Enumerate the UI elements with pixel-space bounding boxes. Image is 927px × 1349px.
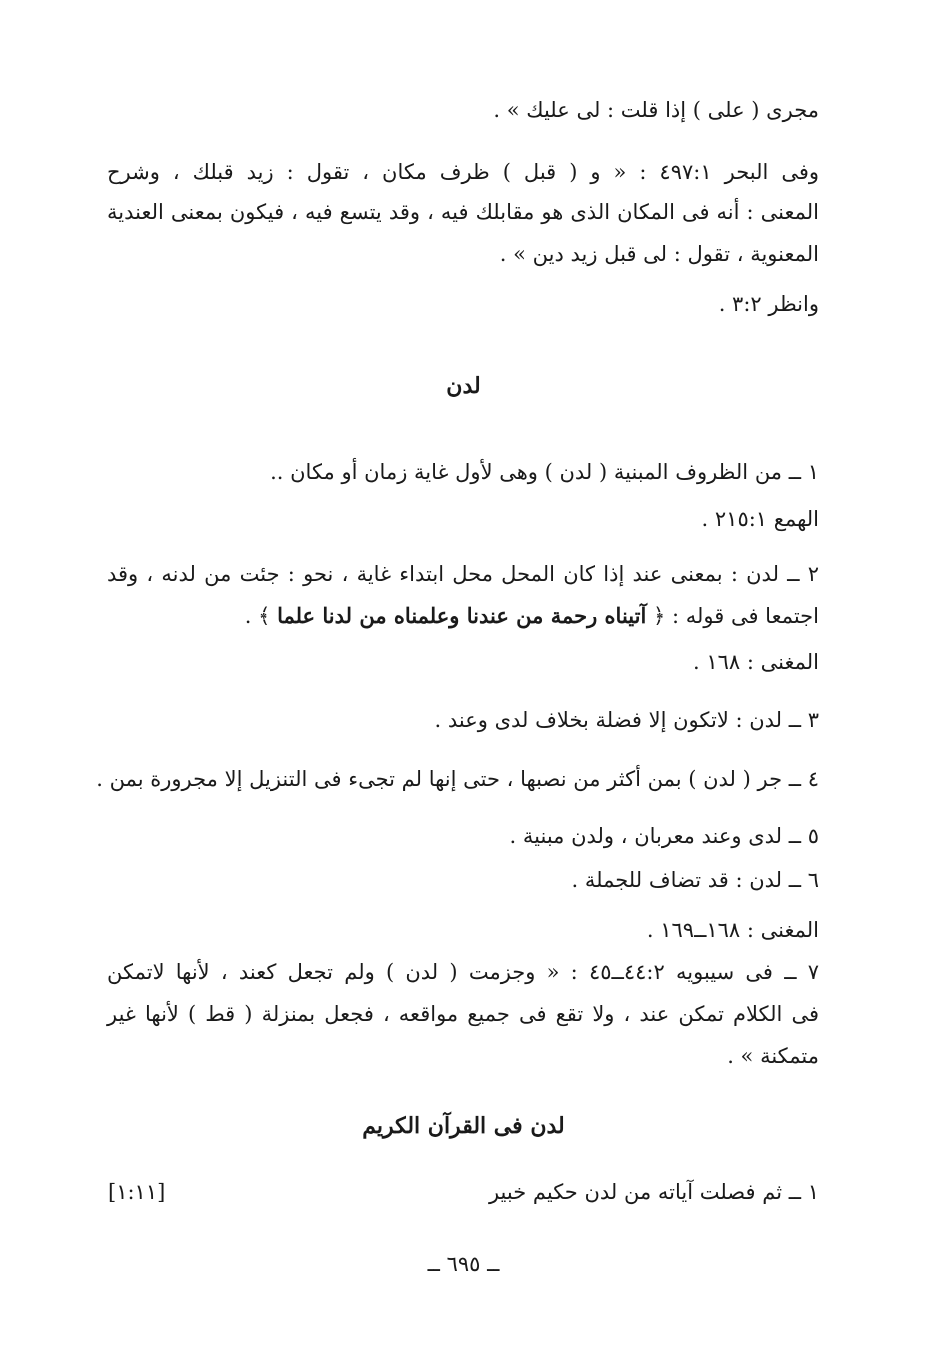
source-citation: المغنى : ١٦٨ــ١٦٩ . [646,918,819,942]
list-item: ٧ ــ فى سيبويه ٤٤:٢ــ٤٥ : « وجزمت ( لدن ) ولم تجعل كعند ، لأنها لاتمكن [107,960,819,984]
list-item: ١ ــ من الظروف المبنية ( لدن ) وهى لأول غاية زمان أو مكان .. [270,460,819,484]
list-item: ٥ ــ لدى وعند معربان ، ولدن مبنية . [509,824,819,848]
quote-open: اجتمعا فى قوله : ﴿ [653,604,819,628]
quran-entry: ١ ــ ثم فصلت آياته من لدن حكيم خبير [488,1180,819,1204]
source-citation: الهمع ٢١٥:١ . [701,507,819,531]
list-item-continuation: متمكنة » . [727,1044,819,1068]
list-item-continuation: فى الكلام تمكن عند ، ولا تقع فى جميع مواقعه ، فجعل بمنزلة ( قط ) لأنها غير [107,1002,819,1026]
paragraph-line: مجرى ( على ) إذا قلت : لى عليك » . [493,98,819,122]
verse-reference: [١:١١] [108,1180,166,1204]
list-item: ٤ ــ جر ( لدن ) بمن أكثر من نصبها ، حتى إنها لم تجىء فى التنزيل إلا مجرورة بمن . [96,767,819,791]
list-item: ٢ ــ لدن : بمعنى عند إذا كان المحل محل ابتداء غاية ، نحو : جئت من لدنه ، وقد [107,562,819,586]
list-item-continuation [107,600,819,632]
list-item: ٦ ــ لدن : قد تضاف للجملة . [571,868,819,892]
cross-reference: وانظر ٣:٢ . [718,292,819,316]
paragraph-line: المعنى : أنه فى المكان الذى هو مقابلك فيه ، وقد يتسع فيه ، فيكون بمعنى العندية [107,200,819,224]
quote-close: ﴾ . [244,604,271,628]
quran-verse: آتيناه رحمة من عندنا وعلمناه من لدنا علما [277,603,647,628]
page-number: ــ ٦٩٥ ــ [427,1252,500,1276]
paragraph-line: المعنوية ، تقول : لى قبل زيد دين » . [499,242,819,266]
paragraph-line: وفى البحر ٤٩٧:١ : « و ( قبل ) ظرف مكان ، تقول : زيد قبلك ، وشرح [107,160,819,184]
list-item: ٣ ــ لدن : لاتكون إلا فضلة بخلاف لدى وعند . [434,708,819,732]
section-heading: لدن [446,373,481,399]
source-citation: المغنى : ١٦٨ . [693,650,819,674]
section-heading: لدن فى القرآن الكريم [362,1113,565,1139]
